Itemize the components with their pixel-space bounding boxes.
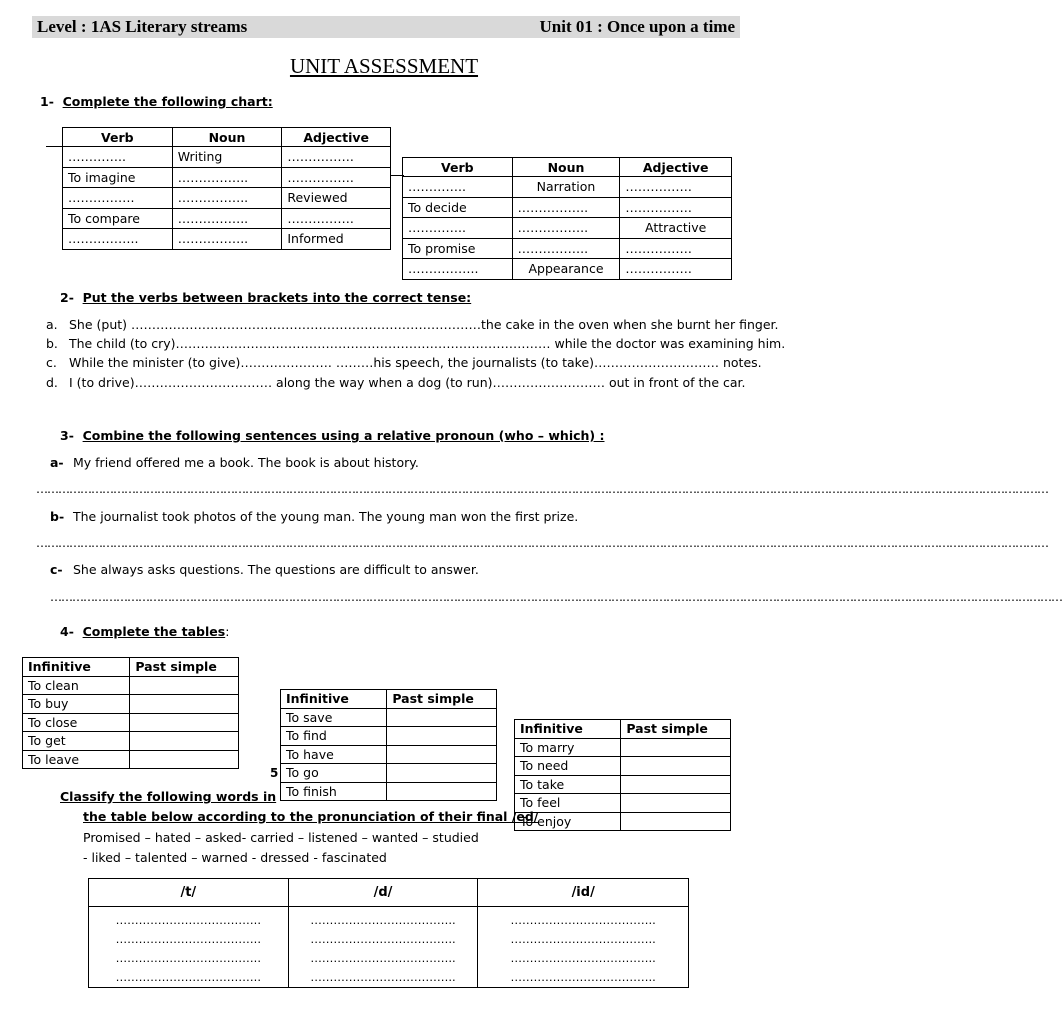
infinitive-cell[interactable]: To marry bbox=[515, 738, 621, 757]
q2-sentence-b[interactable]: The child (to cry)……………………………………………………………………………… while the doctor was examining him. bbox=[69, 336, 786, 351]
verb-cell[interactable]: ………….. bbox=[403, 177, 513, 198]
level-label: Level : 1AS Literary streams bbox=[37, 17, 248, 36]
q3-heading bbox=[60, 428, 604, 443]
past-simple-cell[interactable] bbox=[387, 764, 497, 783]
header-infinitive: Infinitive bbox=[23, 658, 130, 677]
infinitive-cell[interactable]: To go bbox=[281, 764, 387, 783]
table-row bbox=[403, 197, 732, 218]
verb-cell[interactable]: To decide bbox=[403, 197, 513, 218]
q2-number: 2- bbox=[60, 290, 74, 305]
header-past-simple: Past simple bbox=[130, 658, 239, 677]
table-row bbox=[23, 750, 239, 769]
past-simple-cell[interactable] bbox=[387, 727, 497, 746]
adjective-cell[interactable]: ……………. bbox=[282, 208, 391, 229]
verb-cell[interactable]: …………….. bbox=[403, 259, 513, 280]
noun-cell[interactable]: …………….. bbox=[172, 188, 282, 209]
verb-cell[interactable]: ………….. bbox=[403, 218, 513, 239]
past-simple-cell[interactable] bbox=[621, 812, 731, 831]
header-adjective: Adjective bbox=[620, 158, 732, 177]
table-row bbox=[403, 177, 732, 198]
q1-heading bbox=[40, 94, 273, 109]
q5-words-1: Promised – hated – asked- carried – listened – wanted – studied bbox=[83, 830, 479, 845]
table-row bbox=[403, 259, 732, 280]
q5-instruction-2: the table below according to the pronunciation of their final /ed/ bbox=[83, 809, 539, 824]
past-simple-cell[interactable] bbox=[621, 738, 731, 757]
q2-heading bbox=[60, 290, 471, 305]
past-simple-cell[interactable] bbox=[130, 750, 239, 769]
past-simple-cell[interactable] bbox=[621, 794, 731, 813]
q1-instruction: Complete the following chart: bbox=[62, 94, 273, 109]
chart-table-a bbox=[62, 127, 391, 250]
table-row bbox=[281, 745, 497, 764]
verb-table-1 bbox=[22, 657, 239, 769]
infinitive-cell[interactable]: To take bbox=[515, 775, 621, 794]
header-past-simple: Past simple bbox=[387, 690, 497, 709]
noun-cell[interactable]: …………….. bbox=[512, 218, 620, 239]
past-simple-cell[interactable] bbox=[621, 775, 731, 794]
q5-words-2: - liked – talented – warned - dressed - fascinated bbox=[83, 850, 387, 865]
q3-letter-c: c- bbox=[50, 562, 63, 577]
q2-instruction: Put the verbs between brackets into the correct tense: bbox=[82, 290, 472, 305]
adjective-cell[interactable]: ……………. bbox=[620, 259, 732, 280]
table-row bbox=[515, 812, 731, 831]
past-simple-cell[interactable] bbox=[130, 676, 239, 695]
past-simple-cell[interactable] bbox=[387, 745, 497, 764]
ed-classification-table bbox=[88, 878, 689, 988]
header-t-sound: /t/ bbox=[89, 879, 289, 907]
page-title: UNIT ASSESSMENT bbox=[289, 54, 479, 78]
t-sound-answers[interactable]: ……………………………….. ……………………………….. ……………………………….. ……………………………….. bbox=[89, 907, 289, 988]
noun-cell[interactable]: Writing bbox=[172, 147, 282, 168]
header-infinitive: Infinitive bbox=[281, 690, 387, 709]
adjective-cell[interactable]: ……………. bbox=[620, 197, 732, 218]
table-row bbox=[281, 708, 497, 727]
verb-cell[interactable]: …………….. bbox=[63, 229, 173, 250]
adjective-cell[interactable]: Informed bbox=[282, 229, 391, 250]
q5-instruction-1: Classify the following words in bbox=[60, 789, 277, 804]
q3-sentence-c: She always asks questions. The questions are difficult to answer. bbox=[73, 562, 479, 577]
verb-table-2 bbox=[280, 689, 497, 801]
infinitive-cell[interactable]: To enjoy bbox=[515, 812, 621, 831]
q3-instruction: Combine the following sentences using a relative pronoun (who – which) : bbox=[82, 428, 605, 443]
connector-line bbox=[46, 146, 62, 147]
table-row bbox=[23, 713, 239, 732]
adjective-cell[interactable]: ……………. bbox=[620, 177, 732, 198]
q3-sentence-a: My friend offered me a book. The book is about history. bbox=[73, 455, 419, 470]
d-sound-answers[interactable]: ……………………………….. ……………………………….. ……………………………….. ……………………………….. bbox=[288, 907, 478, 988]
q2-sentence-d[interactable]: I (to drive)…………………………… along the way when a dog (to run)……………………… out in front of the car. bbox=[69, 375, 746, 390]
noun-cell[interactable]: …………….. bbox=[512, 238, 620, 259]
infinitive-cell[interactable]: To need bbox=[515, 757, 621, 776]
verb-cell[interactable]: ………….. bbox=[63, 147, 173, 168]
past-simple-cell[interactable] bbox=[387, 708, 497, 727]
q3-letter-b: b- bbox=[50, 509, 65, 524]
adjective-cell[interactable]: ……………. bbox=[620, 238, 732, 259]
table-row bbox=[63, 229, 391, 250]
noun-cell[interactable]: …………….. bbox=[512, 197, 620, 218]
q3-letter-a: a- bbox=[50, 455, 64, 470]
answer-line-b[interactable]: …………………………………………………………………………………………………………………………………………………………………………………………………………………………………………………… bbox=[36, 536, 1048, 550]
table-row bbox=[403, 238, 732, 259]
q2-letter-a: a. bbox=[46, 317, 58, 332]
table-row bbox=[23, 676, 239, 695]
table-row bbox=[63, 188, 391, 209]
answer-line-c[interactable]: …………………………………………………………………………………………………………………………………………………………………………………………………………………………………………………… bbox=[50, 590, 1062, 604]
verb-cell[interactable]: To imagine bbox=[63, 167, 173, 188]
table-row bbox=[515, 794, 731, 813]
verb-cell[interactable]: To promise bbox=[403, 238, 513, 259]
header-d-sound: /d/ bbox=[288, 879, 478, 907]
q5-number: 5 bbox=[270, 766, 279, 780]
q2-letter-d: d. bbox=[46, 375, 58, 390]
table-row bbox=[281, 727, 497, 746]
infinitive-cell[interactable]: To close bbox=[23, 713, 130, 732]
adjective-cell[interactable]: Reviewed bbox=[282, 188, 391, 209]
past-simple-cell[interactable] bbox=[621, 757, 731, 776]
verb-table-3 bbox=[514, 719, 731, 831]
noun-cell[interactable]: Appearance bbox=[512, 259, 620, 280]
table-row bbox=[281, 764, 497, 783]
q4-number: 4- bbox=[60, 624, 74, 639]
noun-cell[interactable]: …………….. bbox=[172, 167, 282, 188]
infinitive-cell[interactable]: To save bbox=[281, 708, 387, 727]
infinitive-cell[interactable]: To finish bbox=[281, 782, 387, 801]
table-row bbox=[403, 218, 732, 239]
table-row bbox=[515, 775, 731, 794]
table-row bbox=[515, 757, 731, 776]
header-noun: Noun bbox=[512, 158, 620, 177]
table-row bbox=[63, 167, 391, 188]
header-past-simple: Past simple bbox=[621, 720, 731, 739]
past-simple-cell[interactable] bbox=[130, 713, 239, 732]
infinitive-cell[interactable]: To buy bbox=[23, 695, 130, 714]
q2-letter-c: c. bbox=[46, 355, 57, 370]
id-sound-answers[interactable]: ……………………………….. ……………………………….. ……………………………….. ……………………………….. bbox=[478, 907, 689, 988]
q2-sentence-c[interactable]: While the minister (to give)…………………. ………his speech, the journalists (to take)………………………… notes. bbox=[69, 355, 762, 370]
adjective-cell[interactable]: ……………. bbox=[282, 147, 391, 168]
past-simple-cell[interactable] bbox=[130, 732, 239, 751]
q4-heading bbox=[60, 624, 229, 639]
q3-sentence-b: The journalist took photos of the young man. The young man won the first prize. bbox=[73, 509, 579, 524]
header-verb: Verb bbox=[403, 158, 513, 177]
table-row bbox=[23, 695, 239, 714]
header-infinitive: Infinitive bbox=[515, 720, 621, 739]
header-verb: Verb bbox=[63, 128, 173, 147]
header-id-sound: /id/ bbox=[478, 879, 689, 907]
noun-cell[interactable]: …………….. bbox=[172, 229, 282, 250]
q3-number: 3- bbox=[60, 428, 74, 443]
q4-instruction: Complete the tables bbox=[82, 624, 226, 639]
adjective-cell[interactable]: ……………. bbox=[282, 167, 391, 188]
header-noun: Noun bbox=[172, 128, 282, 147]
noun-cell[interactable]: …………….. bbox=[172, 208, 282, 229]
past-simple-cell[interactable] bbox=[387, 782, 497, 801]
infinitive-cell[interactable]: To feel bbox=[515, 794, 621, 813]
infinitive-cell[interactable]: To have bbox=[281, 745, 387, 764]
infinitive-cell[interactable]: To find bbox=[281, 727, 387, 746]
unit-label: Unit 01 : Once upon a time bbox=[539, 17, 735, 36]
noun-cell[interactable]: Narration bbox=[512, 177, 620, 198]
infinitive-cell[interactable]: To clean bbox=[23, 676, 130, 695]
table-row bbox=[63, 208, 391, 229]
q2-letter-b: b. bbox=[46, 336, 58, 351]
q4-colon: : bbox=[225, 624, 230, 639]
chart-table-b bbox=[402, 157, 732, 280]
header-bar bbox=[32, 16, 740, 38]
infinitive-cell[interactable]: To leave bbox=[23, 750, 130, 769]
q2-sentence-a[interactable]: She (put) …………………………………………………………………………the cake in the oven when she burnt her finger. bbox=[69, 317, 779, 332]
table-row bbox=[515, 738, 731, 757]
past-simple-cell[interactable] bbox=[130, 695, 239, 714]
verb-cell[interactable]: ……………. bbox=[63, 188, 173, 209]
header-adjective: Adjective bbox=[282, 128, 391, 147]
table-row bbox=[281, 782, 497, 801]
answer-line-a[interactable]: …………………………………………………………………………………………………………………………………………………………………………………………………………………………………………………… bbox=[36, 482, 1048, 496]
table-row bbox=[63, 147, 391, 168]
q1-number: 1- bbox=[40, 94, 54, 109]
table-row bbox=[23, 732, 239, 751]
verb-cell[interactable]: To compare bbox=[63, 208, 173, 229]
adjective-cell[interactable]: Attractive bbox=[620, 218, 732, 239]
infinitive-cell[interactable]: To get bbox=[23, 732, 130, 751]
